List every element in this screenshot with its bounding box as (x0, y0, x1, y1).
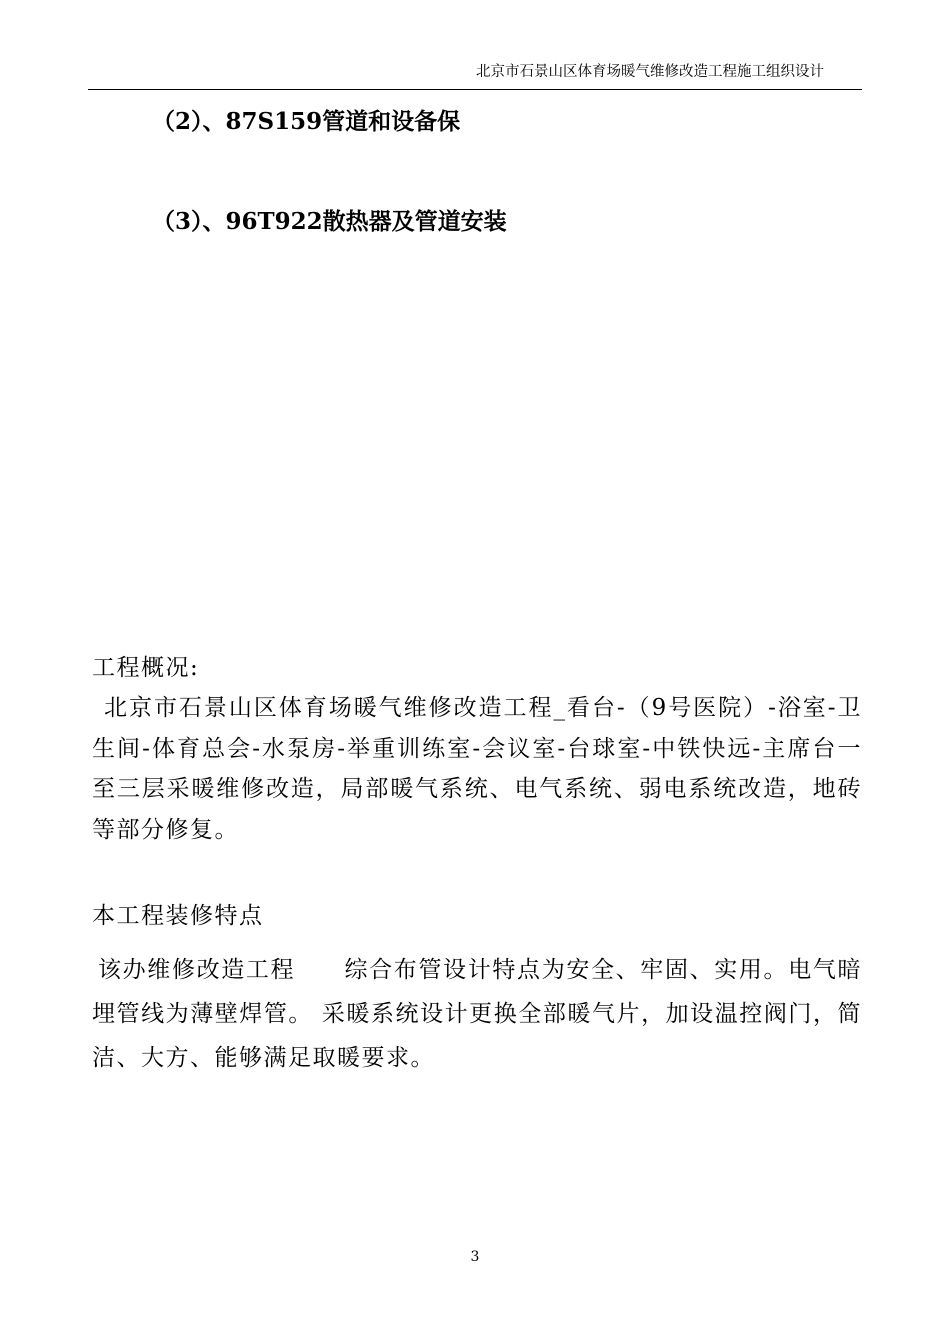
header-divider (88, 89, 862, 90)
overview-heading: 工程概况: (92, 655, 200, 681)
reference-item-2: （2）、87S159管道和设备保 (152, 108, 461, 135)
reference-item-3: （3）、96T922散热器及管道安装 (152, 208, 507, 235)
features-paragraph: 该办维修改造工程 综合布管设计特点为安全、牢固、实用。电气暗埋管线为薄壁焊管。 采暖系统设计更换全部暖气片，加设温控阀门，简洁、大方、能够满足取暖要求。 (92, 957, 862, 1071)
features-heading: 本工程装修特点 (92, 903, 264, 929)
overview-paragraph: 北京市石景山区体育场暖气维修改造工程_看台-（9号医院）-浴室-卫生间-体育总会-水泵房-举重训练室-会议室-台球室-中铁快远-主席台一至三层采暖维修改造，局部暖气系统、电气系统、弱电系统改造，地砖等部分修复。 (92, 695, 862, 843)
running-header: 北京市石景山区体育场暖气维修改造工程施工组织设计 (476, 64, 824, 80)
page-number: 3 (470, 1249, 480, 1265)
